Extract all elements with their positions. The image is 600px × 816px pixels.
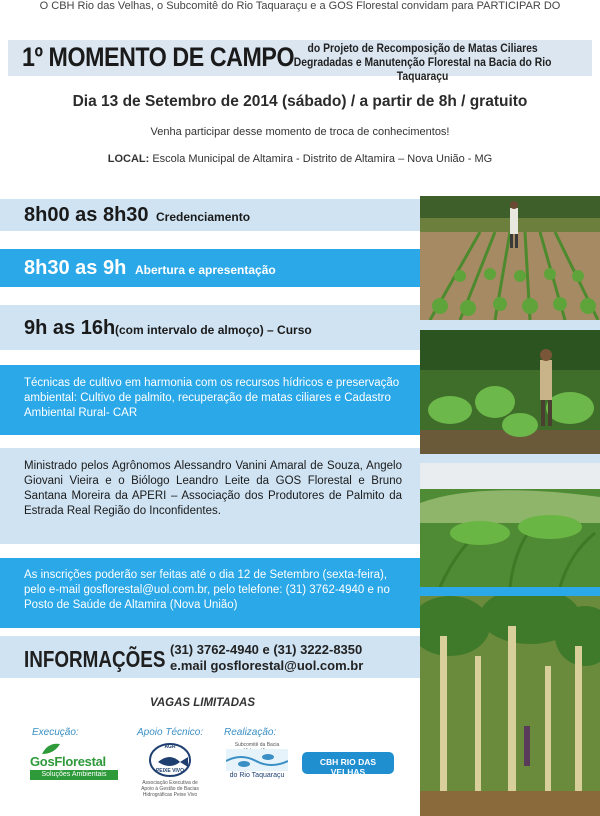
cbh-logo-text: CBH RIO DAS VELHAS: [319, 757, 377, 777]
gos-logo-tagline: Soluções Ambientais: [30, 770, 118, 780]
info-email: e.mail gosflorestal@uol.com.br: [170, 658, 364, 673]
location-label: LOCAL:: [107, 153, 150, 165]
topics-text: Técnicas de cultivo em harmonia com os recursos hídricos e preservação ambiental: Cultivo de palmito, recuperação de matas ciliares e Cadastro Ambiental Rural- CAR: [24, 377, 400, 419]
schedule-time-1: 8h00 as 8h30: [24, 204, 149, 226]
location-line: [0, 153, 600, 165]
schedule-label-3: (com intervalo de almoço) – Curso: [115, 323, 312, 337]
gos-logo-text: GosFlorestal: [30, 754, 106, 769]
credit-realizacao: Realização:: [224, 727, 277, 738]
taquaracu-top: Subcomitê da Bacia: [234, 742, 280, 748]
instructors-text: Ministrado pelos Agrônomos Alessandro Vanini Amaral de Souza, Angelo Giovani Vieira e o Biólogo Leandro Leite da GOS Florestal e Bruno Santana Moreira da APERI – Associação dos Produtores de Palmito da Estrada Real Região do Inconfidentes.: [24, 460, 402, 517]
taquaracu-logo: [222, 742, 292, 782]
location-text: Escola Municipal de Altamira - Distrito de Altamira – Nova União - MG: [149, 153, 493, 165]
credit-execucao: Execução:: [32, 727, 79, 738]
river-fish-icon: [226, 749, 288, 771]
peixe-vivo-top: AGR: [164, 744, 176, 750]
photo-farmer-palms: [420, 330, 600, 454]
peixe-vivo-caption: Associação Executiva de Apoio à Gestão de Bacias Hidrográficas Peixe Vivo: [141, 780, 199, 798]
photo-hillside-palms: [420, 463, 600, 587]
schedule-label-1: Credenciamento: [156, 210, 251, 224]
schedule-time-2: 8h30 as 9h: [24, 257, 127, 279]
photo-palm-field: [420, 196, 600, 320]
gos-florestal-logo: [28, 742, 120, 782]
event-date-line: Dia 13 de Setembro de 2014 (sábado) / a partir de 8h / gratuito: [72, 93, 528, 110]
credit-apoio: Apoio Técnico:: [137, 727, 204, 738]
info-title: INFORMAÇÕES: [24, 646, 166, 672]
registration-text: As inscrições poderão ser feitas até o dia 12 de Setembro (sexta-feira), pelo e-mail gosflorestal@uol.com.br, pelo telefone: (31) 3762-4940 e no Posto de Saúde de Altamira (Nova União): [24, 569, 390, 611]
page-subtitle: do Projeto de Recomposição de Matas Ciliares Degradadas e Manutenção Florestal na Bacia do Rio Taquaraçu: [293, 43, 552, 83]
invite-text: Venha participar desse momento de troca de conhecimentos!: [150, 126, 450, 138]
limited-spots: VAGAS LIMITADAS: [150, 697, 255, 709]
peixe-vivo-name: PEIXE VIVO: [155, 768, 185, 774]
schedule-time-3: 9h as 16h: [24, 317, 116, 339]
info-phones: (31) 3762-4940 e (31) 3222-8350: [170, 642, 363, 657]
schedule-label-2: Abertura e apresentação: [135, 263, 276, 277]
intro-line: O CBH Rio das Velhas, o Subcomitê do Rio Taquaraçu e a GOS Florestal convidam para PARTICIPAR DO: [39, 0, 561, 12]
photo-palm-forest: [420, 596, 600, 816]
peixe-vivo-logo: [140, 742, 200, 804]
page-title: 1º MOMENTO DE CAMPO: [22, 42, 295, 72]
cbh-rio-das-velhas-logo: [302, 752, 394, 777]
taquaracu-name: do Rio Taquaraçu: [229, 772, 285, 779]
